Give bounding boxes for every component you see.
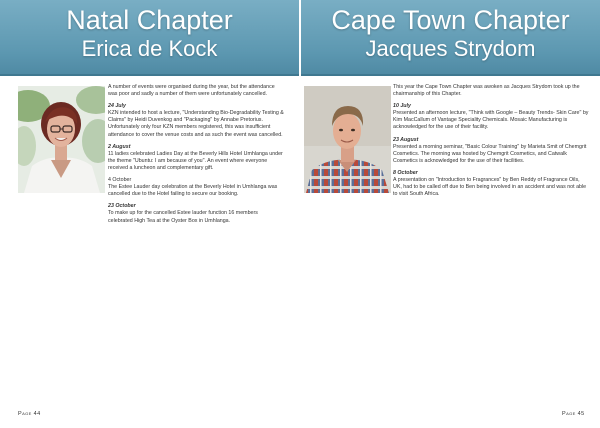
event-entry [393, 103, 589, 131]
report-intro: This year the Cape Town Chapter was awoken as Jacques Strydom took up the chairmanship of this Chapter. [393, 84, 580, 98]
cape-town-chapter-report [393, 84, 589, 203]
page-number: Page 44 [18, 411, 41, 417]
portrait-photo-erica [18, 86, 105, 193]
event-date: 23 October [108, 203, 136, 210]
natal-chapter-banner [0, 0, 299, 76]
event-date: 2 August [108, 143, 131, 150]
report-intro: A number of events were organised during the year, but the attendance was poor and sadly a number of them were unfortunately cancelled. [108, 84, 275, 98]
event-entry [108, 103, 284, 138]
event-date: 10 July [393, 103, 411, 110]
event-entry [108, 177, 284, 198]
event-text: Presented an afternoon lecture, "Think with Google – Beauty Trends- Skin Care" by Kim MacCallum of Vantage Speciality Chemicals. Mosaic Manufacturing is acknowledged for the use of their facility. [393, 110, 589, 131]
page-number: Page 45 [562, 411, 585, 417]
page-45 [300, 0, 600, 428]
event-text: Presented a morning seminar, "Basic Colour Training" by Marieta Smit of Chemgrit Cosmetics. The morning was hosted by Chemgrit Cosmetics, and Catwalk Cosmetics is acknowledged for the use of their facilities. [393, 143, 587, 164]
portrait-photo-jacques [304, 86, 391, 193]
cape-town-chapter-banner [301, 0, 600, 76]
chair-name: Jacques Strydom [365, 36, 536, 61]
event-text: KZN intended to host a lecture, "Understanding Bio-Degradability Testing & Claims" by Heidi Duvenkog and "Packaging" by Annabe Pretorius. Unfortunately only four KZN members registered, this was insufficient attendance to cover the venue costs and as such the event was cancelled. [108, 110, 284, 138]
event-entry [108, 144, 284, 172]
event-entry [393, 170, 589, 198]
event-entry [108, 203, 284, 224]
event-date: 24 July [108, 103, 126, 110]
chapter-title: Cape Town Chapter [331, 5, 570, 35]
event-text: To make up for the cancelled Estee lauder function 16 members celebrated High Tea at the Oyster Box in Umhlanga. [108, 210, 258, 224]
event-entry [393, 137, 589, 165]
event-date: 8 October [393, 169, 418, 176]
chair-name: Erica de Kock [81, 36, 218, 61]
chapter-title: Natal Chapter [66, 5, 233, 35]
event-text: A presentation on "Introduction to Fragrances" by Ben Reddy of Fragrance Oils, UK, had to be called off due to Ben being involved in an accident and was not able to visit South Africa. [393, 177, 587, 198]
natal-chapter-report [108, 84, 284, 230]
event-text: 11 ladies celebrated Ladies Day at the Beverly Hills Hotel Umhlanga under the theme "Ubuntu: I am because of you". An event where everyone received a luncheon and complementary gift. [108, 150, 283, 171]
event-date: 4 October [108, 177, 132, 184]
event-date: 23 August [393, 136, 419, 143]
event-text: The Estee Lauder day celebration at the Beverly Hotel in Umhlanga was cancelled due to the Hotel failing to secure our booking. [108, 184, 278, 198]
